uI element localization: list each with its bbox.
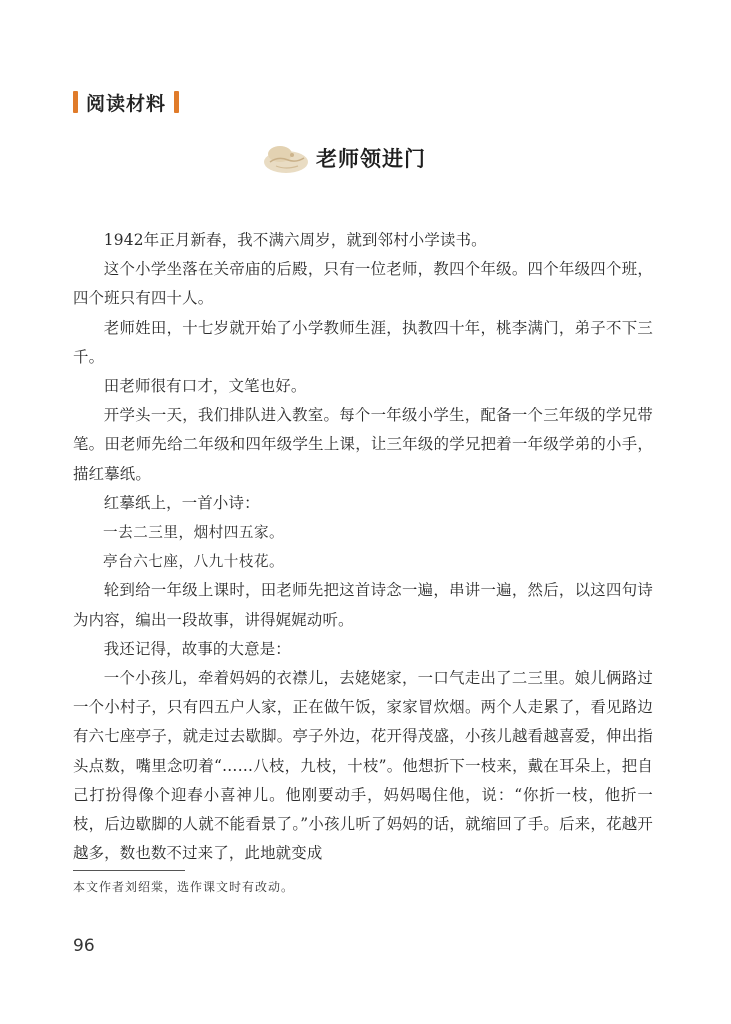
right-accent-bar [174, 91, 179, 113]
page-number: 96 [73, 936, 95, 956]
paragraph: 田老师很有口才，文笔也好。 [103, 377, 307, 396]
footnote-divider [73, 870, 185, 871]
paragraph: 红摹纸上，一首小诗： [103, 493, 260, 512]
article-title-block [262, 136, 426, 180]
poem-line: 一去二三里，烟村四五家。 [103, 524, 285, 542]
paragraph: 一个小孩儿，牵着妈妈的衣襟儿，去姥姥家，一口气走出了二三里。娘儿俩路过一个小村子，只有四五户人家，正在做午饭，家家冒炊烟。两个人走累了，看见路边有六七座亭子，就走过去歇脚。亭子外边，花开得茂盛，小孩儿越看越喜爱，伸出指头点数，嘴里念叨着“……八枝，九枝，十枝”。他想折下一枝来，戴在耳朵上，把自己打扮得像个迎春小喜神儿。他刚要动手，妈妈喝住他，说：“你折一枝，他折一枝，后边歇脚的人就不能看景了。”小孩儿听了妈妈的话，就缩回了手。后来，花越开越多，数也数不过来了，此地就变成 [73, 669, 653, 863]
footnote: 本文作者刘绍棠，选作课文时有改动。 [73, 880, 295, 894]
cloud-ornament-icon [262, 140, 310, 176]
poem-line: 亭台六七座，八九十枝花。 [103, 553, 285, 571]
left-accent-bar [73, 91, 78, 113]
paragraph: 我还记得，故事的大意是： [103, 639, 291, 658]
paragraph: 这个小学坐落在关帝庙的后殿，只有一位老师，教四个年级。四个年级四个班，四个班只有四十人。 [73, 260, 653, 308]
paragraph: 轮到给一年级上课时，田老师先把这首诗念一遍，串讲一遍，然后，以这四句诗为内容，编出一段故事，讲得娓娓动听。 [73, 581, 653, 629]
paragraph: 开学头一天，我们排队进入教室。每个一年级小学生，配备一个三年级的学兄带笔。田老师先给二年级和四年级学生上课，让三年级的学兄把着一年级学弟的小手，描红摹纸。 [73, 406, 653, 483]
paragraph: 1942年正月新春，我不满六周岁，就到邻村小学读书。 [103, 231, 487, 249]
article-title: 老师领进门 [316, 147, 426, 171]
article-body [73, 226, 653, 868]
paragraph: 老师姓田，十七岁就开始了小学教师生涯，执教四十年，桃李满门，弟子不下三千。 [73, 318, 653, 366]
section-header [73, 90, 179, 114]
section-title: 阅读材料 [86, 92, 167, 115]
